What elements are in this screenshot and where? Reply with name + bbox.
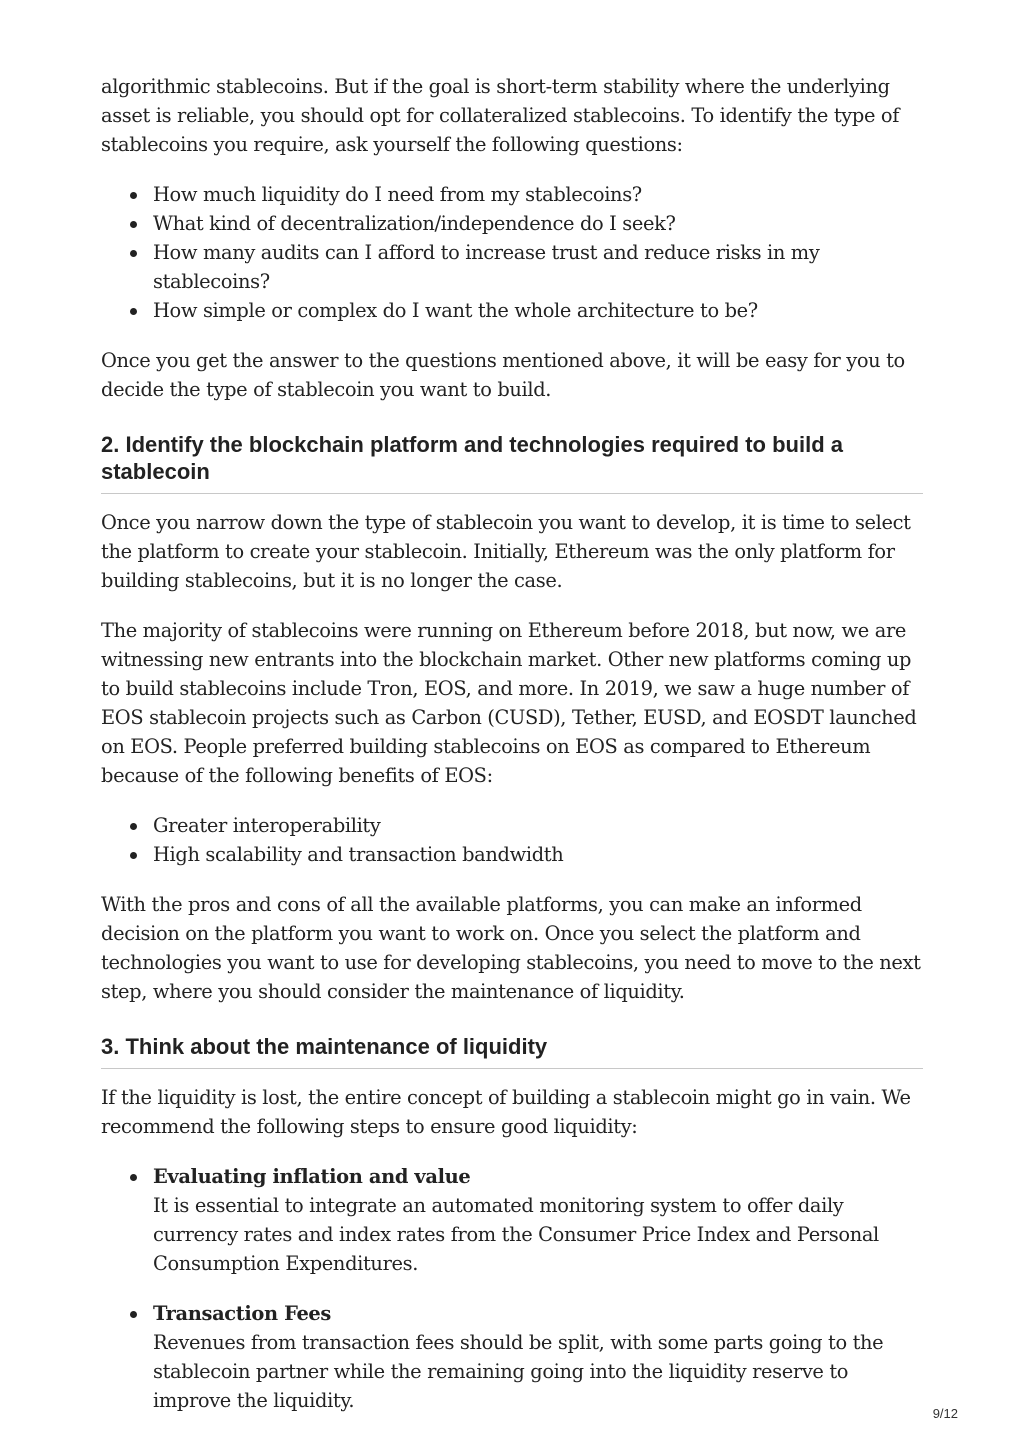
list-item — [153, 1299, 923, 1415]
step-description: It is essential to integrate an automated monitoring system to offer daily currency rates and index rates from the Consumer Price Index and Personal Consumption Expenditures. — [153, 1194, 879, 1275]
section-2-heading: 2. Identify the blockchain platform and technologies required to build a stablecoin — [101, 431, 923, 494]
step-description: Revenues from transaction fees should be split, with some parts going to the stablecoin partner while the remaining going into the liquidity reserve to improve the liquidity. — [153, 1331, 884, 1412]
step-title: Transaction Fees — [153, 1302, 331, 1325]
list-item: High scalability and transaction bandwidth — [153, 840, 923, 869]
section-2-paragraph: The majority of stablecoins were running on Ethereum before 2018, but now, we are witnessing new entrants into the blockchain market. Other new platforms coming up to build stablecoins include Tron, EOS, and more. In 2019, we saw a huge number of EOS stablecoin projects such as Carbon (CUSD), Tether, EUSD, and EOSDT launched on EOS. People preferred building stablecoins on EOS as compared to Ethereum because of the following benefits of EOS: — [101, 619, 917, 787]
list-item: How much liquidity do I need from my stablecoins? — [153, 180, 923, 209]
section-2-paragraph: With the pros and cons of all the available platforms, you can make an informed decision on the platform you want to work on. Once you select the platform and technologies you want to use for developing stablecoins, you need to move to the next step, where you should consider the maintenance of liquidity. — [101, 893, 921, 1003]
intro-conclusion-paragraph: Once you get the answer to the questions mentioned above, it will be easy for you to decide the type of stablecoin you want to build. — [101, 349, 905, 401]
list-item: What kind of decentralization/independence do I seek? — [153, 209, 923, 238]
eos-benefits-list — [101, 811, 923, 869]
section-3-heading: 3. Think about the maintenance of liquidity — [101, 1033, 923, 1069]
list-item — [153, 1162, 923, 1278]
intro-paragraph: algorithmic stablecoins. But if the goal is short-term stability where the underlying asset is reliable, you should opt for collateralized stablecoins. To identify the type of stablecoins you require, ask yourself the following questions: — [101, 75, 900, 156]
liquidity-steps-list — [101, 1162, 923, 1415]
list-item: How simple or complex do I want the whole architecture to be? — [153, 296, 923, 325]
section-2-paragraph: Once you narrow down the type of stablecoin you want to develop, it is time to select the platform to create your stablecoin. Initially, Ethereum was the only platform for building stablecoins, but it is no longer the case. — [101, 511, 911, 592]
list-item: Greater interoperability — [153, 811, 923, 840]
document-content — [101, 72, 923, 1436]
section-3-paragraph: If the liquidity is lost, the entire concept of building a stablecoin might go in vain. We recommend the following steps to ensure good liquidity: — [101, 1086, 911, 1138]
page-number: 9/12 — [932, 1406, 958, 1421]
list-item: How many audits can I afford to increase trust and reduce risks in my stablecoins? — [153, 238, 923, 296]
step-title: Evaluating inflation and value — [153, 1165, 471, 1188]
questions-list — [101, 180, 923, 325]
